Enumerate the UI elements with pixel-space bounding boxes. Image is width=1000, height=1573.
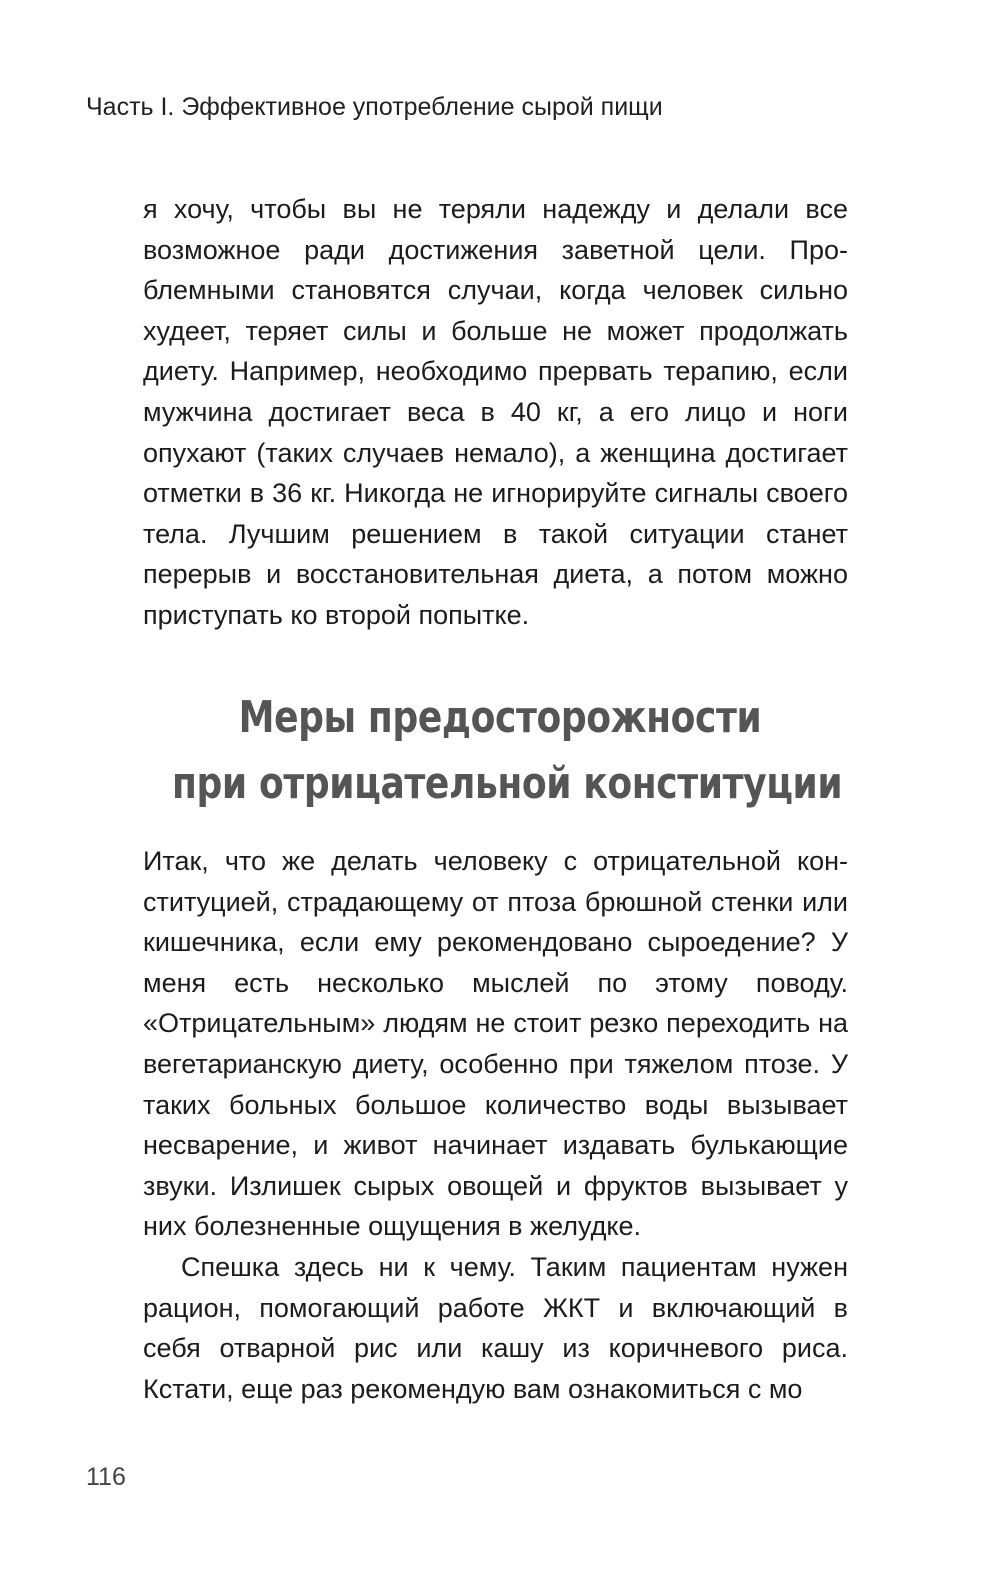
section-heading — [172, 685, 843, 817]
body-text-top — [143, 189, 848, 636]
section-heading-line-1: Меры предосторожности — [238, 692, 762, 743]
body-text-bottom — [143, 841, 848, 1409]
paragraph: я хочу, чтобы вы не теряли надежду и делали все возможное ради достижения заветной цели. Проблемными становятся случаи, когда человек сильно худеет, теряет силы и больше не может продолжать диету. Например, необходимо прервать терапию, если мужчина достигает веса в 40 кг, а его лицо и ноги опухают (таких случаев немало), а женщина достигает отметки в 36 кг. Никогда не игнорируйте сигналы своего тела. Лучшим решением в такой ситуации станет перерыв и восстановительная диета, а потом можно приступать ко второй попытке. — [143, 194, 848, 630]
paragraph: Итак, что же делать человеку с отрицательной конституцией, страдающему от птоза брюшной стенки или кишечника, если ему рекомендовано сыроедение? У меня есть несколько мыслей по этому поводу. «Отрицательным» людям не стоит резко переходить на вегетарианскую диету, особенно при тяжелом птозе. У таких больных большое количество воды вызывает несварение, и живот начинает издавать булькающие звуки. Излишек сырых овощей и фруктов вызывает у них болезненные ощущения в желудке. — [143, 846, 848, 1242]
paragraph: Спешка здесь ни к чему. Таким пациентам нужен рацион, помогающий работе ЖКТ и включающий в себя отварной рис или кашу из коричневого риса. Кстати, еще раз рекомендую вам ознакомиться с мо — [143, 1251, 848, 1404]
section-heading-line-2: при отрицательной конституции — [172, 758, 843, 809]
page-number: 116 — [86, 1463, 126, 1491]
running-header: Часть I. Эффективное употребление сырой пищи — [86, 93, 663, 121]
